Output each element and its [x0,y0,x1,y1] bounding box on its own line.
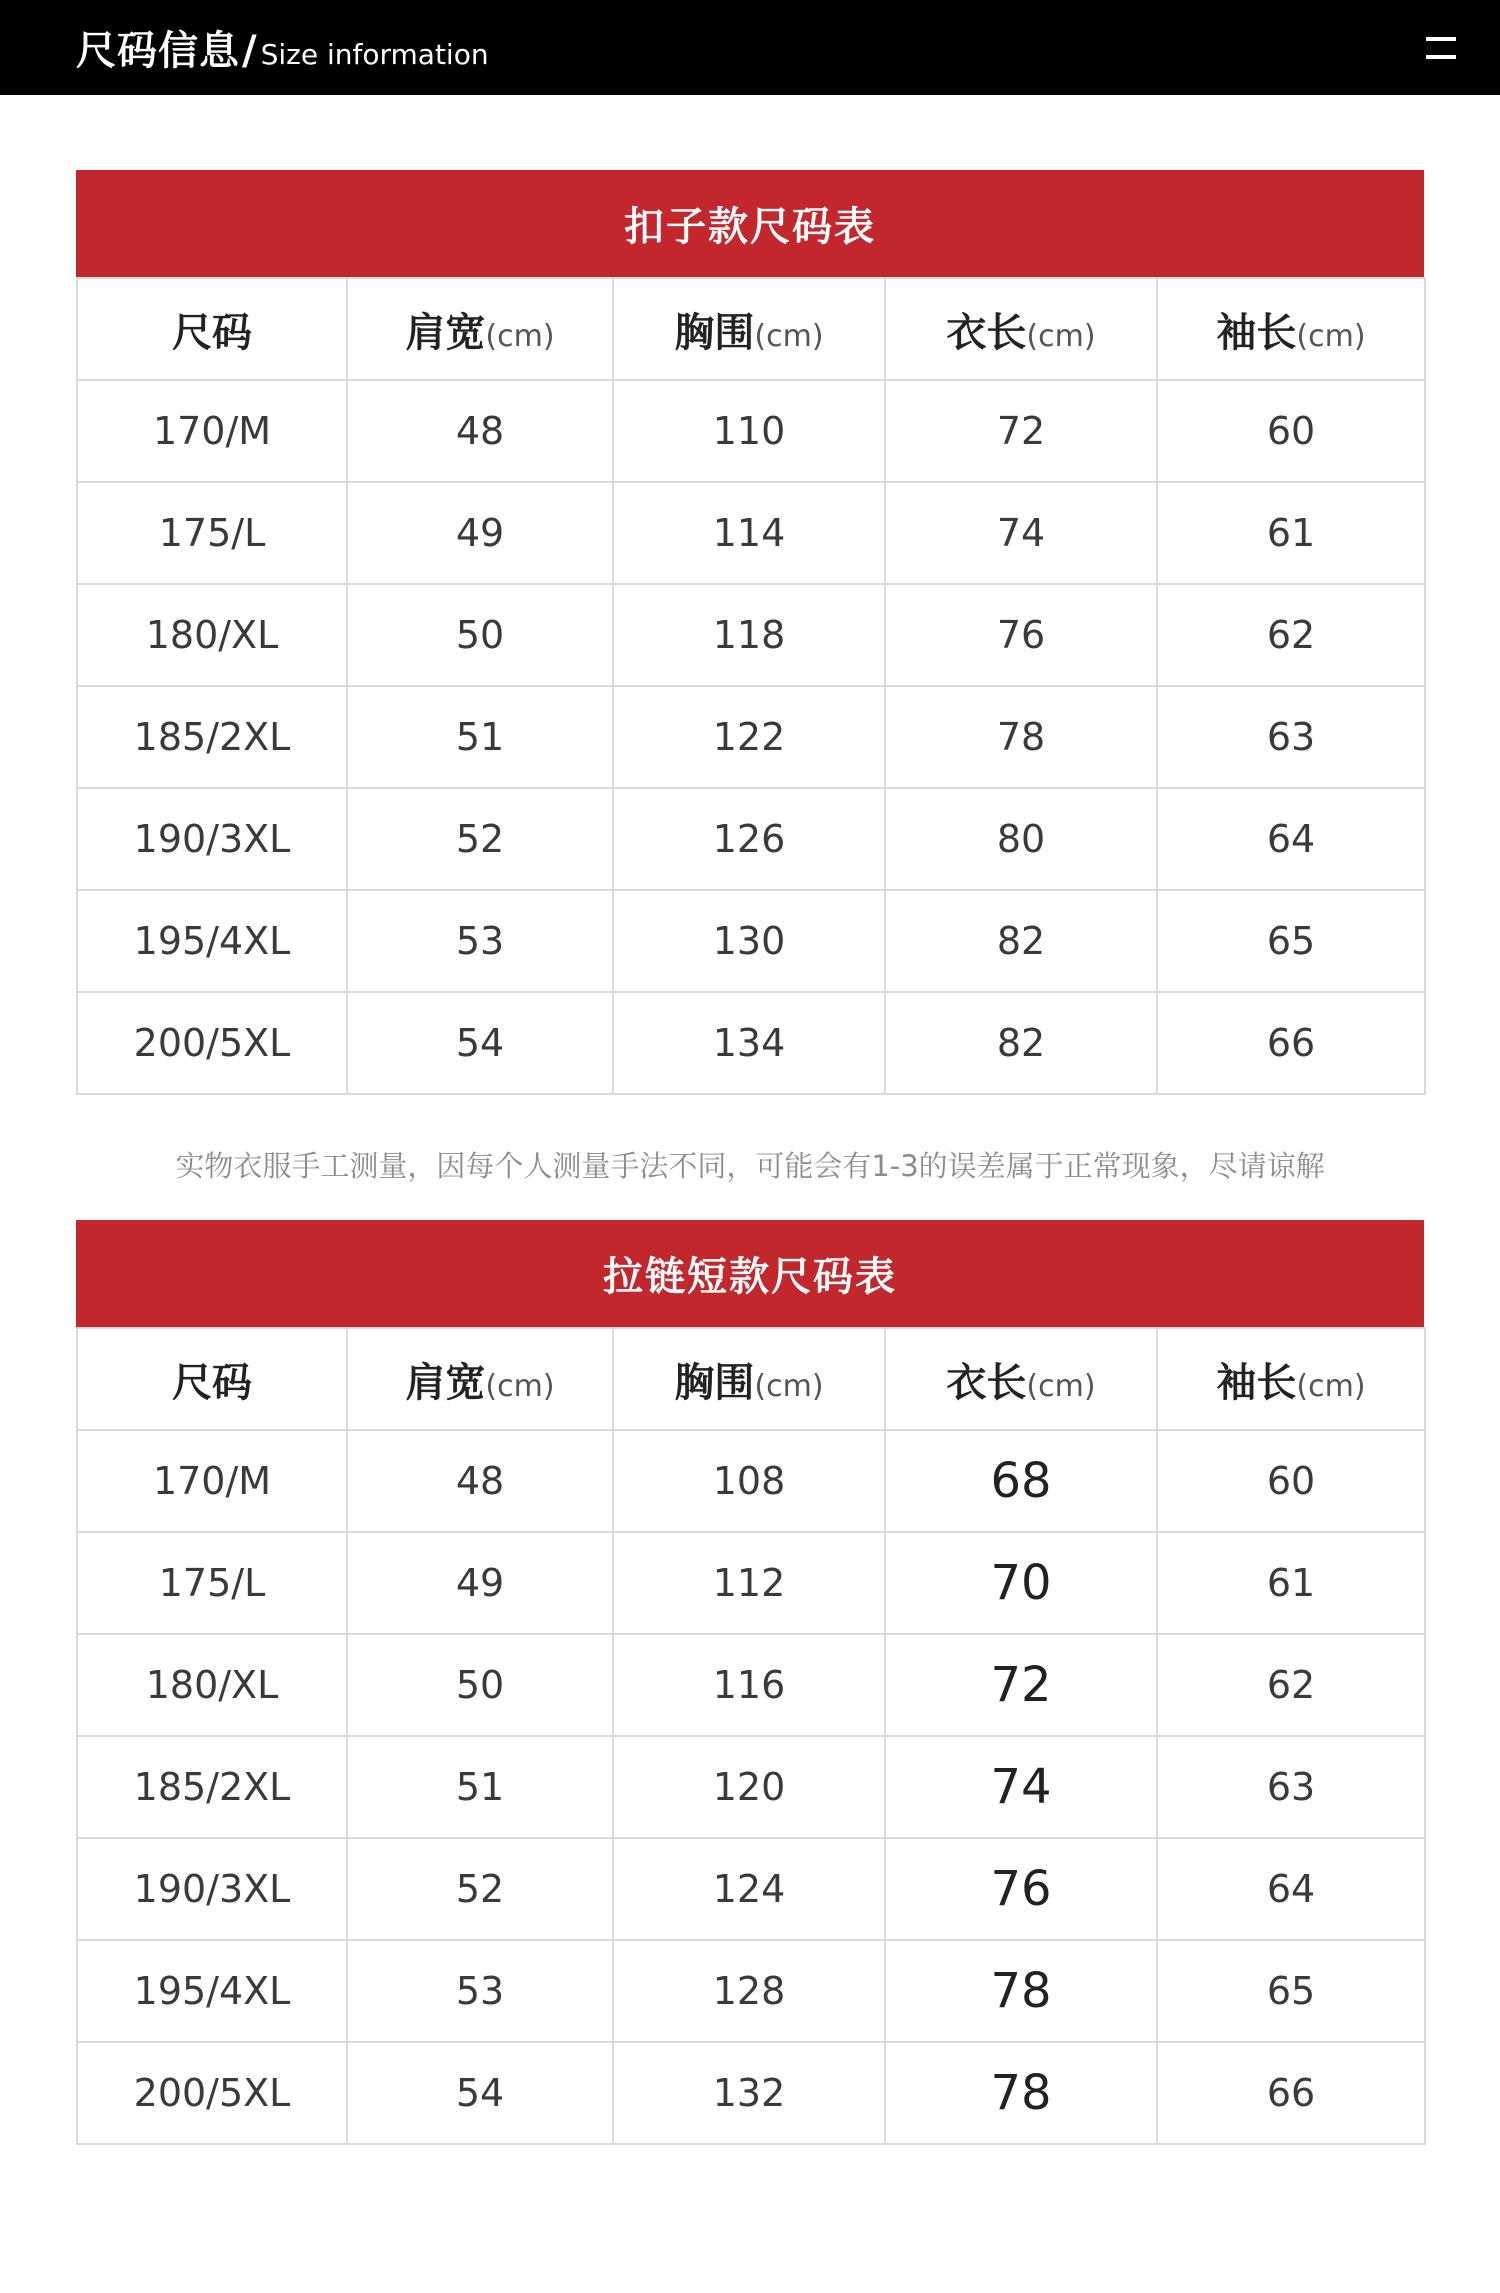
table-cell: 62 [1157,1634,1425,1736]
table-cell: 51 [347,1736,613,1838]
column-header: 衣长(cm) [885,1328,1157,1430]
table-cell: 114 [613,482,885,584]
size-table [76,277,1426,1095]
table-cell: 124 [613,1838,885,1940]
table-row [77,380,1425,482]
table-cell: 195/4XL [77,890,347,992]
table-cell: 180/XL [77,1634,347,1736]
size-table-zipper-short [76,1220,1424,2145]
table-cell: 120 [613,1736,885,1838]
table-row [77,1940,1425,2042]
table-cell: 170/M [77,1430,347,1532]
table-cell: 200/5XL [77,992,347,1094]
table-cell: 74 [885,482,1157,584]
table-cell: 53 [347,1940,613,2042]
table-cell: 66 [1157,992,1425,1094]
table-cell: 78 [885,686,1157,788]
column-header: 胸围(cm) [613,278,885,380]
table-row [77,788,1425,890]
table-cell: 195/4XL [77,1940,347,2042]
title-slash: / [242,28,257,74]
table-cell: 65 [1157,890,1425,992]
table-cell: 78 [885,1940,1157,2042]
table-row [77,584,1425,686]
table-cell: 72 [885,380,1157,482]
table-cell: 61 [1157,1532,1425,1634]
table-row [77,686,1425,788]
table-title: 拉链短款尺码表 [76,1220,1424,1327]
table-cell: 130 [613,890,885,992]
table-cell: 126 [613,788,885,890]
column-header: 肩宽(cm) [347,278,613,380]
table-cell: 170/M [77,380,347,482]
table-cell: 48 [347,380,613,482]
page-title-zh: 尺码信息 [76,28,240,74]
table-cell: 82 [885,890,1157,992]
table-cell: 175/L [77,1532,347,1634]
table-row [77,2042,1425,2144]
column-header: 胸围(cm) [613,1328,885,1430]
table-cell: 116 [613,1634,885,1736]
table-cell: 53 [347,890,613,992]
table-cell: 200/5XL [77,2042,347,2144]
page-title-en: Size information [260,38,489,71]
table-cell: 190/3XL [77,1838,347,1940]
table-cell: 70 [885,1532,1157,1634]
table-cell: 60 [1157,380,1425,482]
table-cell: 82 [885,992,1157,1094]
measurement-note: 实物衣服手工测量，因每个人测量手法不同，可能会有1-3的误差属于正常现象，尽请谅解 [175,1149,1325,1183]
page-title [76,19,489,76]
table-cell: 52 [347,1838,613,1940]
table-cell: 52 [347,788,613,890]
column-header: 衣长(cm) [885,278,1157,380]
table-cell: 108 [613,1430,885,1532]
table-cell: 112 [613,1532,885,1634]
table-row [77,482,1425,584]
table-cell: 190/3XL [77,788,347,890]
table-cell: 180/XL [77,584,347,686]
column-header: 肩宽(cm) [347,1328,613,1430]
column-header: 袖长(cm) [1157,1328,1425,1430]
table-cell: 48 [347,1430,613,1532]
table-cell: 72 [885,1634,1157,1736]
table-cell: 122 [613,686,885,788]
table-cell: 62 [1157,584,1425,686]
table-cell: 110 [613,380,885,482]
table-cell: 134 [613,992,885,1094]
table-cell: 63 [1157,1736,1425,1838]
table-cell: 68 [885,1430,1157,1532]
table-cell: 49 [347,482,613,584]
size-table [76,1327,1426,2145]
table-cell: 64 [1157,1838,1425,1940]
page-header [0,0,1500,95]
table-cell: 49 [347,1532,613,1634]
menu-icon[interactable] [1426,35,1456,61]
table-row [77,1430,1425,1532]
table-cell: 118 [613,584,885,686]
table-cell: 76 [885,584,1157,686]
table-row [77,1634,1425,1736]
table-cell: 50 [347,584,613,686]
table-row [77,1838,1425,1940]
table-cell: 66 [1157,2042,1425,2144]
table-cell: 128 [613,1940,885,2042]
table-cell: 65 [1157,1940,1425,2042]
table-row [77,1532,1425,1634]
table-row [77,890,1425,992]
table-cell: 54 [347,2042,613,2144]
column-header: 尺码 [77,1328,347,1430]
table-cell: 61 [1157,482,1425,584]
table-cell: 60 [1157,1430,1425,1532]
table-cell: 76 [885,1838,1157,1940]
table-cell: 63 [1157,686,1425,788]
table-cell: 54 [347,992,613,1094]
table-cell: 78 [885,2042,1157,2144]
table-row [77,1736,1425,1838]
table-cell: 175/L [77,482,347,584]
table-cell: 185/2XL [77,686,347,788]
table-header-row [77,278,1425,380]
table-cell: 64 [1157,788,1425,890]
table-row [77,992,1425,1094]
column-header: 尺码 [77,278,347,380]
table-cell: 50 [347,1634,613,1736]
table-cell: 132 [613,2042,885,2144]
table-title: 扣子款尺码表 [76,170,1424,277]
table-cell: 185/2XL [77,1736,347,1838]
table-cell: 51 [347,686,613,788]
table-cell: 80 [885,788,1157,890]
table-header-row [77,1328,1425,1430]
table-cell: 74 [885,1736,1157,1838]
size-table-button-style [76,170,1424,1095]
column-header: 袖长(cm) [1157,278,1425,380]
